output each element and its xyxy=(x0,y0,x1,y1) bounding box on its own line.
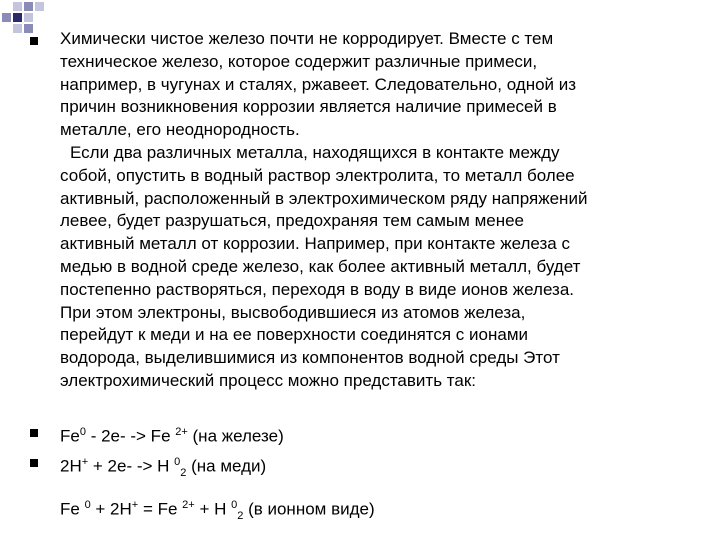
equation-fe-oxidation xyxy=(60,421,284,448)
deco-square xyxy=(13,13,22,22)
text-line: например, в чугунах и сталях, ржавеет. Следовательно, одной из xyxy=(60,74,577,94)
text-line: собой, опустить в водный раствор электролита, то металл более xyxy=(60,165,575,185)
text-line: активный, расположенный в электрохимическом ряду напряжений xyxy=(60,188,588,208)
deco-square xyxy=(24,24,33,33)
text-line: электрохимический процесс можно представить так: xyxy=(60,370,476,390)
eq-part: Fe xyxy=(60,426,80,446)
text-line: При этом электроны, высвободившиеся из атомов железа, xyxy=(60,302,526,322)
eq-sup: 0 xyxy=(79,426,86,438)
paragraph-2 xyxy=(60,142,700,393)
eq-sup: 0 xyxy=(231,499,238,511)
text-line: активный металл от коррозии. Например, при контакте железа с xyxy=(60,234,570,254)
main-text xyxy=(60,28,700,393)
eq-part: (на железе) xyxy=(187,426,284,446)
equation-h-reduction xyxy=(60,451,266,484)
eq-sup: 2+ xyxy=(182,499,195,511)
text-line: Если два различных металла, находящихся в контакте между xyxy=(70,142,560,162)
eq-sup: + xyxy=(131,499,139,511)
eq-part: + 2H xyxy=(90,499,132,519)
deco-square xyxy=(13,24,22,33)
eq-part: + H xyxy=(194,499,232,519)
text-line: водорода, выделившимися из компонентов водной среды Этот xyxy=(60,348,560,368)
text-line: техническое железо, которое содержит различные примеси, xyxy=(60,51,538,71)
equation-ionic-form xyxy=(60,494,375,527)
square-bullet-icon xyxy=(30,459,38,467)
deco-square xyxy=(2,13,11,22)
eq-part: - 2e- -> Fe xyxy=(85,426,176,446)
deco-square xyxy=(13,2,22,11)
text-line: левее, будет разрушаться, предохраняя тем самым менее xyxy=(60,211,525,231)
eq-sup: 0 xyxy=(84,499,91,511)
text-line: медью в водной среде железо, как более активный металл, будет xyxy=(60,256,581,276)
eq-part: Fe xyxy=(60,499,85,519)
deco-square xyxy=(35,2,44,11)
text-line: постепенно растворяться, переходя в воду в виде ионов железа. xyxy=(60,279,574,299)
square-bullet-icon xyxy=(30,429,38,437)
eq-part: = Fe xyxy=(138,499,183,519)
eq-part: 2H xyxy=(60,456,82,476)
eq-sup: 0 xyxy=(174,456,181,468)
corner-squares-icon xyxy=(0,0,60,40)
deco-square xyxy=(24,2,33,11)
deco-square xyxy=(24,13,33,22)
text-line: Химически чистое железо почти не корродирует. Вместе с тем xyxy=(60,29,554,48)
paragraph-1 xyxy=(60,28,700,142)
eq-sub: 2 xyxy=(237,510,244,523)
text-line: металле, его неоднородность. xyxy=(60,120,300,140)
eq-sup: + xyxy=(81,456,89,468)
eq-part: (в ионном виде) xyxy=(243,499,375,519)
text-line: перейдут к меди и на ее поверхности соединятся с ионами xyxy=(60,325,529,345)
eq-part: + 2e- -> H xyxy=(88,456,175,476)
eq-sup: 2+ xyxy=(175,426,188,438)
square-bullet-icon xyxy=(30,37,38,45)
text-line: причин возникновения коррозии является наличие примесей в xyxy=(60,97,557,117)
eq-part: (на меди) xyxy=(186,456,267,476)
eq-sub: 2 xyxy=(180,467,187,480)
